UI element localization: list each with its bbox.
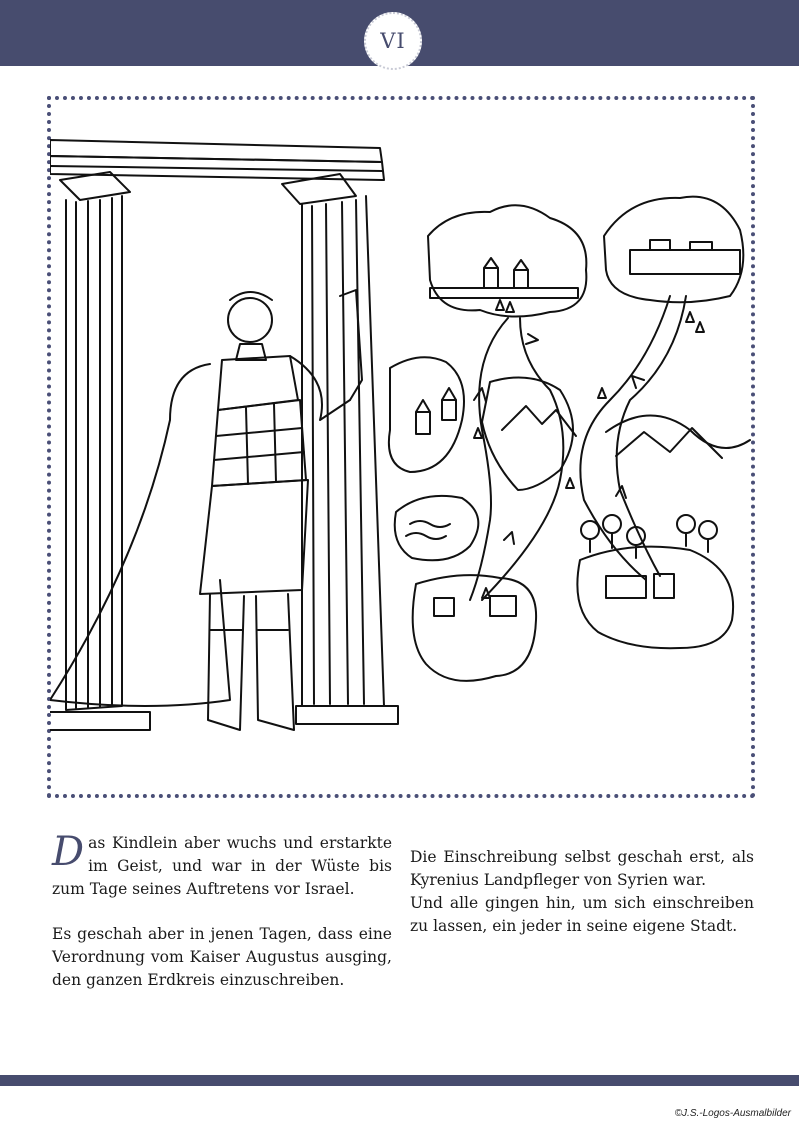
left-column — [50, 172, 150, 730]
chapter-number: VI — [380, 29, 406, 53]
story-left-column — [52, 829, 392, 1014]
dropcap-letter: D — [52, 829, 85, 875]
coloring-illustration — [50, 100, 752, 794]
copyright-notice: ©J.S.-Logos-Ausmalbilder — [674, 1108, 791, 1119]
story-paragraph-1 — [52, 829, 392, 901]
chapter-badge — [364, 12, 422, 70]
story-paragraph-2: Es geschah aber in jenen Tagen, dass eine Verordnung vom Kaiser Augustus ausging, den ganzen Erdkreis einzuschreiben. — [52, 925, 392, 989]
footer-bar — [0, 1075, 799, 1086]
story-paragraph-3: Die Einschreibung selbst geschah erst, als Kyrenius Landpfleger von Syrien war. — [410, 848, 754, 889]
trees — [581, 515, 717, 558]
mountains — [502, 406, 722, 458]
right-column — [282, 174, 398, 724]
story-paragraph-1-text: as Kindlein aber wuchs und erstarkte im Geist, und war in der Wüste bis zum Tage seines Auftretens vor Israel. — [52, 834, 392, 898]
emperor-figure — [50, 290, 362, 730]
travel-roads — [470, 296, 686, 600]
story-paragraph-4: Und alle gingen hin, um sich einschreiben zu lassen, ein jeder in seine eigene Stadt. — [410, 894, 754, 935]
story-right-column — [410, 846, 754, 938]
lake — [406, 521, 450, 539]
travellers — [474, 300, 704, 598]
map-regions — [389, 197, 750, 681]
